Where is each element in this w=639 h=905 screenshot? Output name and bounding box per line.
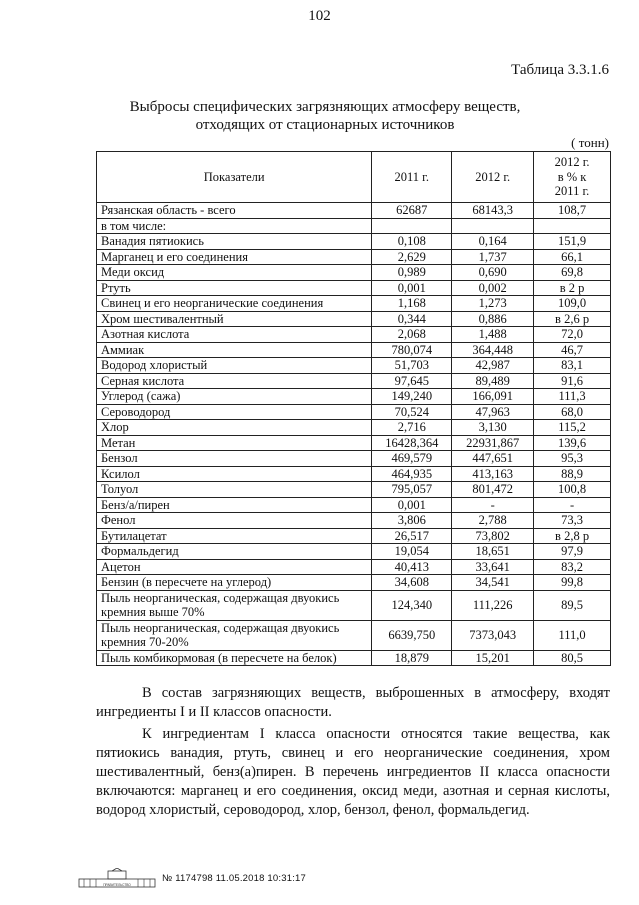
value-2011: 464,935	[372, 466, 452, 482]
value-2012: 1,488	[452, 327, 534, 343]
header-percent-line-2: в % к	[557, 169, 587, 184]
value-percent: 73,3	[534, 513, 611, 529]
table-row	[97, 280, 611, 296]
row-name: Азотная кислота	[97, 327, 372, 343]
value-2012: 0,002	[452, 280, 534, 296]
value-percent: 83,1	[534, 358, 611, 374]
header-2011: 2011 г.	[372, 152, 452, 203]
table-label: Таблица 3.3.1.6	[511, 62, 609, 78]
header-percent	[534, 152, 611, 203]
table-row	[97, 342, 611, 358]
table-row	[97, 650, 611, 666]
table-row	[97, 466, 611, 482]
table-body	[97, 203, 611, 666]
title-line-1: Выбросы специфических загрязняющих атмосферу веществ,	[129, 99, 521, 115]
value-2011: 0,001	[372, 497, 452, 513]
value-2012: 89,489	[452, 373, 534, 389]
row-name: Рязанская область - всего	[97, 203, 372, 219]
row-name: Пыль неорганическая, содержащая двуокись кремния выше 70%	[97, 590, 372, 620]
value-2012: 0,690	[452, 265, 534, 281]
value-percent: 115,2	[534, 420, 611, 436]
row-name: Хлор	[97, 420, 372, 436]
value-2012: 18,651	[452, 544, 534, 560]
table-row	[97, 451, 611, 467]
table-row	[97, 513, 611, 529]
row-name: Ртуть	[97, 280, 372, 296]
value-percent: 68,0	[534, 404, 611, 420]
value-2012: 42,987	[452, 358, 534, 374]
header-percent-line-1: 2012 г.	[554, 155, 590, 170]
value-2012: 34,541	[452, 575, 534, 591]
table-row	[97, 559, 611, 575]
value-2011: 469,579	[372, 451, 452, 467]
value-percent: -	[534, 497, 611, 513]
value-2011: 2,716	[372, 420, 452, 436]
value-percent: 88,9	[534, 466, 611, 482]
row-name: Аммиак	[97, 342, 372, 358]
value-percent	[534, 218, 611, 234]
value-2011: 2,068	[372, 327, 452, 343]
row-name: в том числе:	[97, 218, 372, 234]
value-percent: 69,8	[534, 265, 611, 281]
table-row	[97, 590, 611, 620]
value-percent: 111,3	[534, 389, 611, 405]
page-number: 102	[308, 8, 331, 24]
value-percent: 89,5	[534, 590, 611, 620]
value-2012: 364,448	[452, 342, 534, 358]
value-2012: 111,226	[452, 590, 534, 620]
row-name: Метан	[97, 435, 372, 451]
value-2012: 166,091	[452, 389, 534, 405]
value-2011	[372, 218, 452, 234]
value-2012: 68143,3	[452, 203, 534, 219]
table-row	[97, 435, 611, 451]
header-percent-line-3: 2011 г.	[554, 184, 590, 199]
value-2011: 26,517	[372, 528, 452, 544]
value-percent: 99,8	[534, 575, 611, 591]
row-name: Водород хлористый	[97, 358, 372, 374]
row-name: Серная кислота	[97, 373, 372, 389]
row-name: Сероводород	[97, 404, 372, 420]
footer	[78, 868, 306, 888]
value-2011: 6639,750	[372, 620, 452, 650]
value-2012: 413,163	[452, 466, 534, 482]
table-row	[97, 404, 611, 420]
table-row	[97, 296, 611, 312]
value-2011: 18,879	[372, 650, 452, 666]
value-2012: 1,737	[452, 249, 534, 265]
value-percent: 95,3	[534, 451, 611, 467]
table-row	[97, 420, 611, 436]
value-percent: в 2,8 р	[534, 528, 611, 544]
value-2012: 801,472	[452, 482, 534, 498]
table-row	[97, 327, 611, 343]
value-percent: 108,7	[534, 203, 611, 219]
value-2012: 2,788	[452, 513, 534, 529]
table-row	[97, 389, 611, 405]
table-row	[97, 234, 611, 250]
value-2011: 19,054	[372, 544, 452, 560]
value-2012: 3,130	[452, 420, 534, 436]
table-row	[97, 373, 611, 389]
paragraph-1: В состав загрязняющих веществ, выброшенных в атмосферу, входят ингредиенты I и II классов опасности.	[96, 685, 610, 720]
value-2011: 34,608	[372, 575, 452, 591]
value-2012: -	[452, 497, 534, 513]
value-2012: 0,886	[452, 311, 534, 327]
emblem-text: ПРАВИТЕЛЬСТВО	[103, 883, 131, 887]
row-name: Бензин (в пересчете на углерод)	[97, 575, 372, 591]
row-name: Фенол	[97, 513, 372, 529]
header-2012: 2012 г.	[452, 152, 534, 203]
value-2011: 3,806	[372, 513, 452, 529]
value-percent: в 2 р	[534, 280, 611, 296]
table-row	[97, 265, 611, 281]
units-label: ( тонн)	[571, 135, 609, 150]
table-row	[97, 311, 611, 327]
value-2011: 0,001	[372, 280, 452, 296]
value-2011: 2,629	[372, 249, 452, 265]
table-row	[97, 249, 611, 265]
value-percent: 97,9	[534, 544, 611, 560]
value-percent: 66,1	[534, 249, 611, 265]
title-line-2: отходящих от стационарных источников	[195, 117, 455, 133]
table-header-row	[97, 152, 611, 203]
value-percent: 80,5	[534, 650, 611, 666]
value-2011: 51,703	[372, 358, 452, 374]
header-indicator: Показатели	[97, 152, 372, 203]
value-2011: 0,108	[372, 234, 452, 250]
value-2012: 7373,043	[452, 620, 534, 650]
table-row	[97, 620, 611, 650]
value-percent: 139,6	[534, 435, 611, 451]
row-name: Пыль неорганическая, содержащая двуокись кремния 70-20%	[97, 620, 372, 650]
value-2012: 447,651	[452, 451, 534, 467]
table-row	[97, 575, 611, 591]
row-name: Бенз/а/пирен	[97, 497, 372, 513]
value-2012: 1,273	[452, 296, 534, 312]
value-percent: 46,7	[534, 342, 611, 358]
value-2011: 97,645	[372, 373, 452, 389]
value-2011: 149,240	[372, 389, 452, 405]
table-row	[97, 482, 611, 498]
row-name: Свинец и его неорганические соединения	[97, 296, 372, 312]
document-id: № 1174798 11.05.2018 10:31:17	[162, 872, 307, 884]
value-2012: 0,164	[452, 234, 534, 250]
row-name: Меди оксид	[97, 265, 372, 281]
value-percent: в 2,6 р	[534, 311, 611, 327]
value-2011: 70,524	[372, 404, 452, 420]
value-2012: 22931,867	[452, 435, 534, 451]
emissions-table	[96, 151, 611, 666]
table-row	[97, 497, 611, 513]
value-2012: 47,963	[452, 404, 534, 420]
value-2011: 795,057	[372, 482, 452, 498]
value-percent: 151,9	[534, 234, 611, 250]
row-name: Пыль комбикормовая (в пересчете на белок)	[97, 650, 372, 666]
table-row	[97, 358, 611, 374]
value-percent: 111,0	[534, 620, 611, 650]
table-row	[97, 544, 611, 560]
row-name: Марганец и его соединения	[97, 249, 372, 265]
value-2011: 16428,364	[372, 435, 452, 451]
value-percent: 100,8	[534, 482, 611, 498]
value-2012: 73,802	[452, 528, 534, 544]
row-name: Углерод (сажа)	[97, 389, 372, 405]
row-name: Ванадия пятиокись	[97, 234, 372, 250]
row-name: Хром шестивалентный	[97, 311, 372, 327]
value-percent: 109,0	[534, 296, 611, 312]
paragraph-2: К ингредиентам I класса опасности относятся такие вещества, как пятиокись ванадия, ртуть, свинец и его неорганические соединения, хром шестивалентный, бенз(а)пирен. В перечень ингредиентов II класса опасности включаются: марганец и его соединения, оксид меди, азотная и серная кислоты, водород хлористый, сероводород, хлор, бензол, фенол, формальдегид.	[96, 726, 610, 818]
value-2012: 33,641	[452, 559, 534, 575]
value-2012: 15,201	[452, 650, 534, 666]
government-building-icon	[78, 868, 156, 888]
value-2011: 0,344	[372, 311, 452, 327]
row-name: Бутилацетат	[97, 528, 372, 544]
table-row	[97, 218, 611, 234]
row-name: Бензол	[97, 451, 372, 467]
table-row	[97, 203, 611, 219]
value-2011: 1,168	[372, 296, 452, 312]
value-2011: 124,340	[372, 590, 452, 620]
table-row	[97, 528, 611, 544]
value-2011: 0,989	[372, 265, 452, 281]
table-title	[90, 98, 560, 134]
value-percent: 83,2	[534, 559, 611, 575]
value-percent: 72,0	[534, 327, 611, 343]
value-2012	[452, 218, 534, 234]
value-2011: 40,413	[372, 559, 452, 575]
row-name: Ацетон	[97, 559, 372, 575]
value-percent: 91,6	[534, 373, 611, 389]
row-name: Ксилол	[97, 466, 372, 482]
row-name: Толуол	[97, 482, 372, 498]
value-2011: 780,074	[372, 342, 452, 358]
value-2011: 62687	[372, 203, 452, 219]
row-name: Формальдегид	[97, 544, 372, 560]
